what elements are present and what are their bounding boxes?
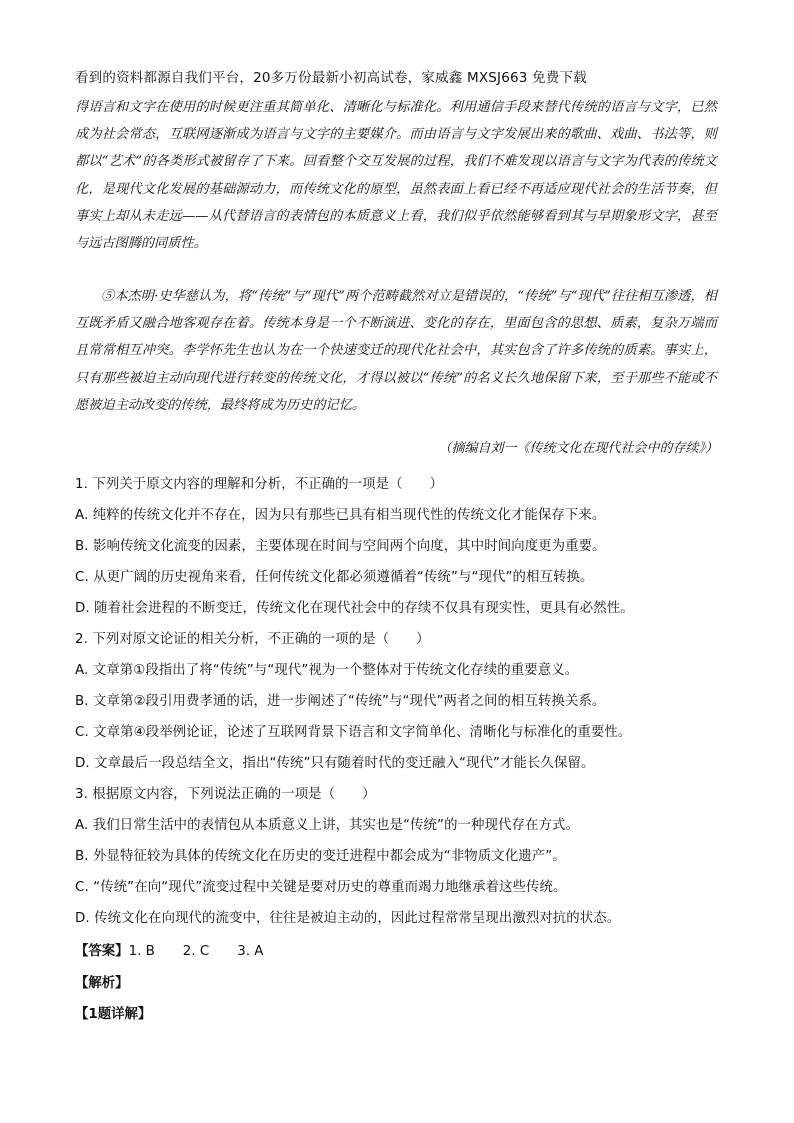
passage-paragraph-1: 得语言和文字在使用的时候更注重其简单化、清晰化与标准化。利用通信手段来替代传统的语言与文字，已然成为社会常态，互联网逐渐成为语言与文字的主要媒介。而由语言与文字发展出来的歌曲、戏曲、书法等，则都以“艺术”的各类形式被留存了下来。回看整个交互发展的过程，我们不难发现以语言与文字为代表的传统文化，是现代文化发展的基础源动力，而传统文化的原型，虽然表面上看已经不再适应现代社会的生活节奏，但事实上却从未走远——从代替语言的表情包的本质意义上看，我们似乎依然能够看到其与早期象形文字，甚至与远古图腾的同质性。 xyxy=(75,100,717,252)
question-3-option-b: B. 外显特征较为具体的传统文化在历史的变迁进程中都会成为“非物质文化遗产”。 xyxy=(75,849,566,864)
analysis-detail-label: 【1题详解】 xyxy=(75,1007,152,1022)
question-2-option-b: B. 文章第②段引用费孝通的话，进一步阐述了“传统”与“现代”两者之间的相互转换关系。 xyxy=(75,694,606,709)
question-3-option-a: A. 我们日常生活中的表情包从本质意义上讲，其实也是“传统”的一种现代存在方式。 xyxy=(75,818,579,833)
question-2-option-d: D. 文章最后一段总结全文，指出“传统”只有随着时代的变迁融入“现代”才能长久保留。 xyxy=(75,756,595,771)
analysis-label: 【解析】 xyxy=(75,976,129,991)
question-1-stem: 1. 下列关于原文内容的理解和分析，不正确的一项是（ ） xyxy=(75,477,444,492)
passage-source: （摘编自刘一《传统文化在现代社会中的存续》） xyxy=(438,441,718,456)
question-2-option-c: C. 文章第④段举例论证，论述了互联网背景下语言和文字简单化、清晰化与标准化的重要性。 xyxy=(75,725,632,740)
question-1-option-b: B. 影响传统文化流变的因素，主要体现在时间与空间两个向度，其中时间向度更为重要。 xyxy=(75,539,606,554)
answer-item-3: 3. A xyxy=(237,944,264,959)
answer-label: 【答案】 xyxy=(75,944,129,959)
question-3-stem: 3. 根据原文内容，下列说法正确的一项是（ ） xyxy=(75,787,376,802)
answer-item-1: 1. B xyxy=(128,944,155,959)
question-1-option-d: D. 随着社会进程的不断变迁，传统文化在现代社会中的存续不仅具有现实性，更具有必然性。 xyxy=(75,601,634,616)
question-1-option-c: C. 从更广阔的历史视角来看，任何传统文化都必须遵循着“传统”与“现代”的相互转换。 xyxy=(75,570,594,585)
question-1-option-a: A. 纯粹的传统文化并不存在，因为只有那些已具有相当现代性的传统文化才能保存下来。 xyxy=(75,508,606,523)
passage-paragraph-5: ⑤本杰明·史华慈认为，将“传统”与“现代”两个范畴截然对立是错误的，“传统”与“现代”往往相互渗透，相互既矛盾又融合地客观存在着。传统本身是一个不断演进、变化的存在，里面包含的思想、质素，复杂万端而且常常相互冲突。李学怀先生也认为在一个快速变迁的现代化社会中，其实包含了许多传统的质素。事实上，只有那些被迫主动向现代进行转变的传统文化，才得以被以“传统”的名义长久地保留下来，至于那些不能或不愿被迫主动改变的传统，最终将成为历史的记忆。 xyxy=(75,289,717,413)
question-2-stem: 2. 下列对原文论证的相关分析，不正确的一项的是（ ） xyxy=(75,632,430,647)
question-3-option-c: C. “传统”在向“现代”流变过程中关键是要对历史的尊重而竭力地继承着这些传统。 xyxy=(75,880,567,895)
answer-line xyxy=(75,940,263,959)
question-3-option-d: D. 传统文化在向现代的流变中，往往是被迫主动的，因此过程常常呈现出激烈对抗的状态。 xyxy=(75,911,621,926)
question-2-option-a: A. 文章第①段指出了将“传统”与“现代”视为一个整体对于传统文化存续的重要意义。 xyxy=(75,663,579,678)
answer-item-2: 2. C xyxy=(182,944,210,959)
header-notice: 看到的资料都源自我们平台，20多万份最新小初高试卷，家威鑫 MXSJ663 免费下载 xyxy=(75,70,587,86)
